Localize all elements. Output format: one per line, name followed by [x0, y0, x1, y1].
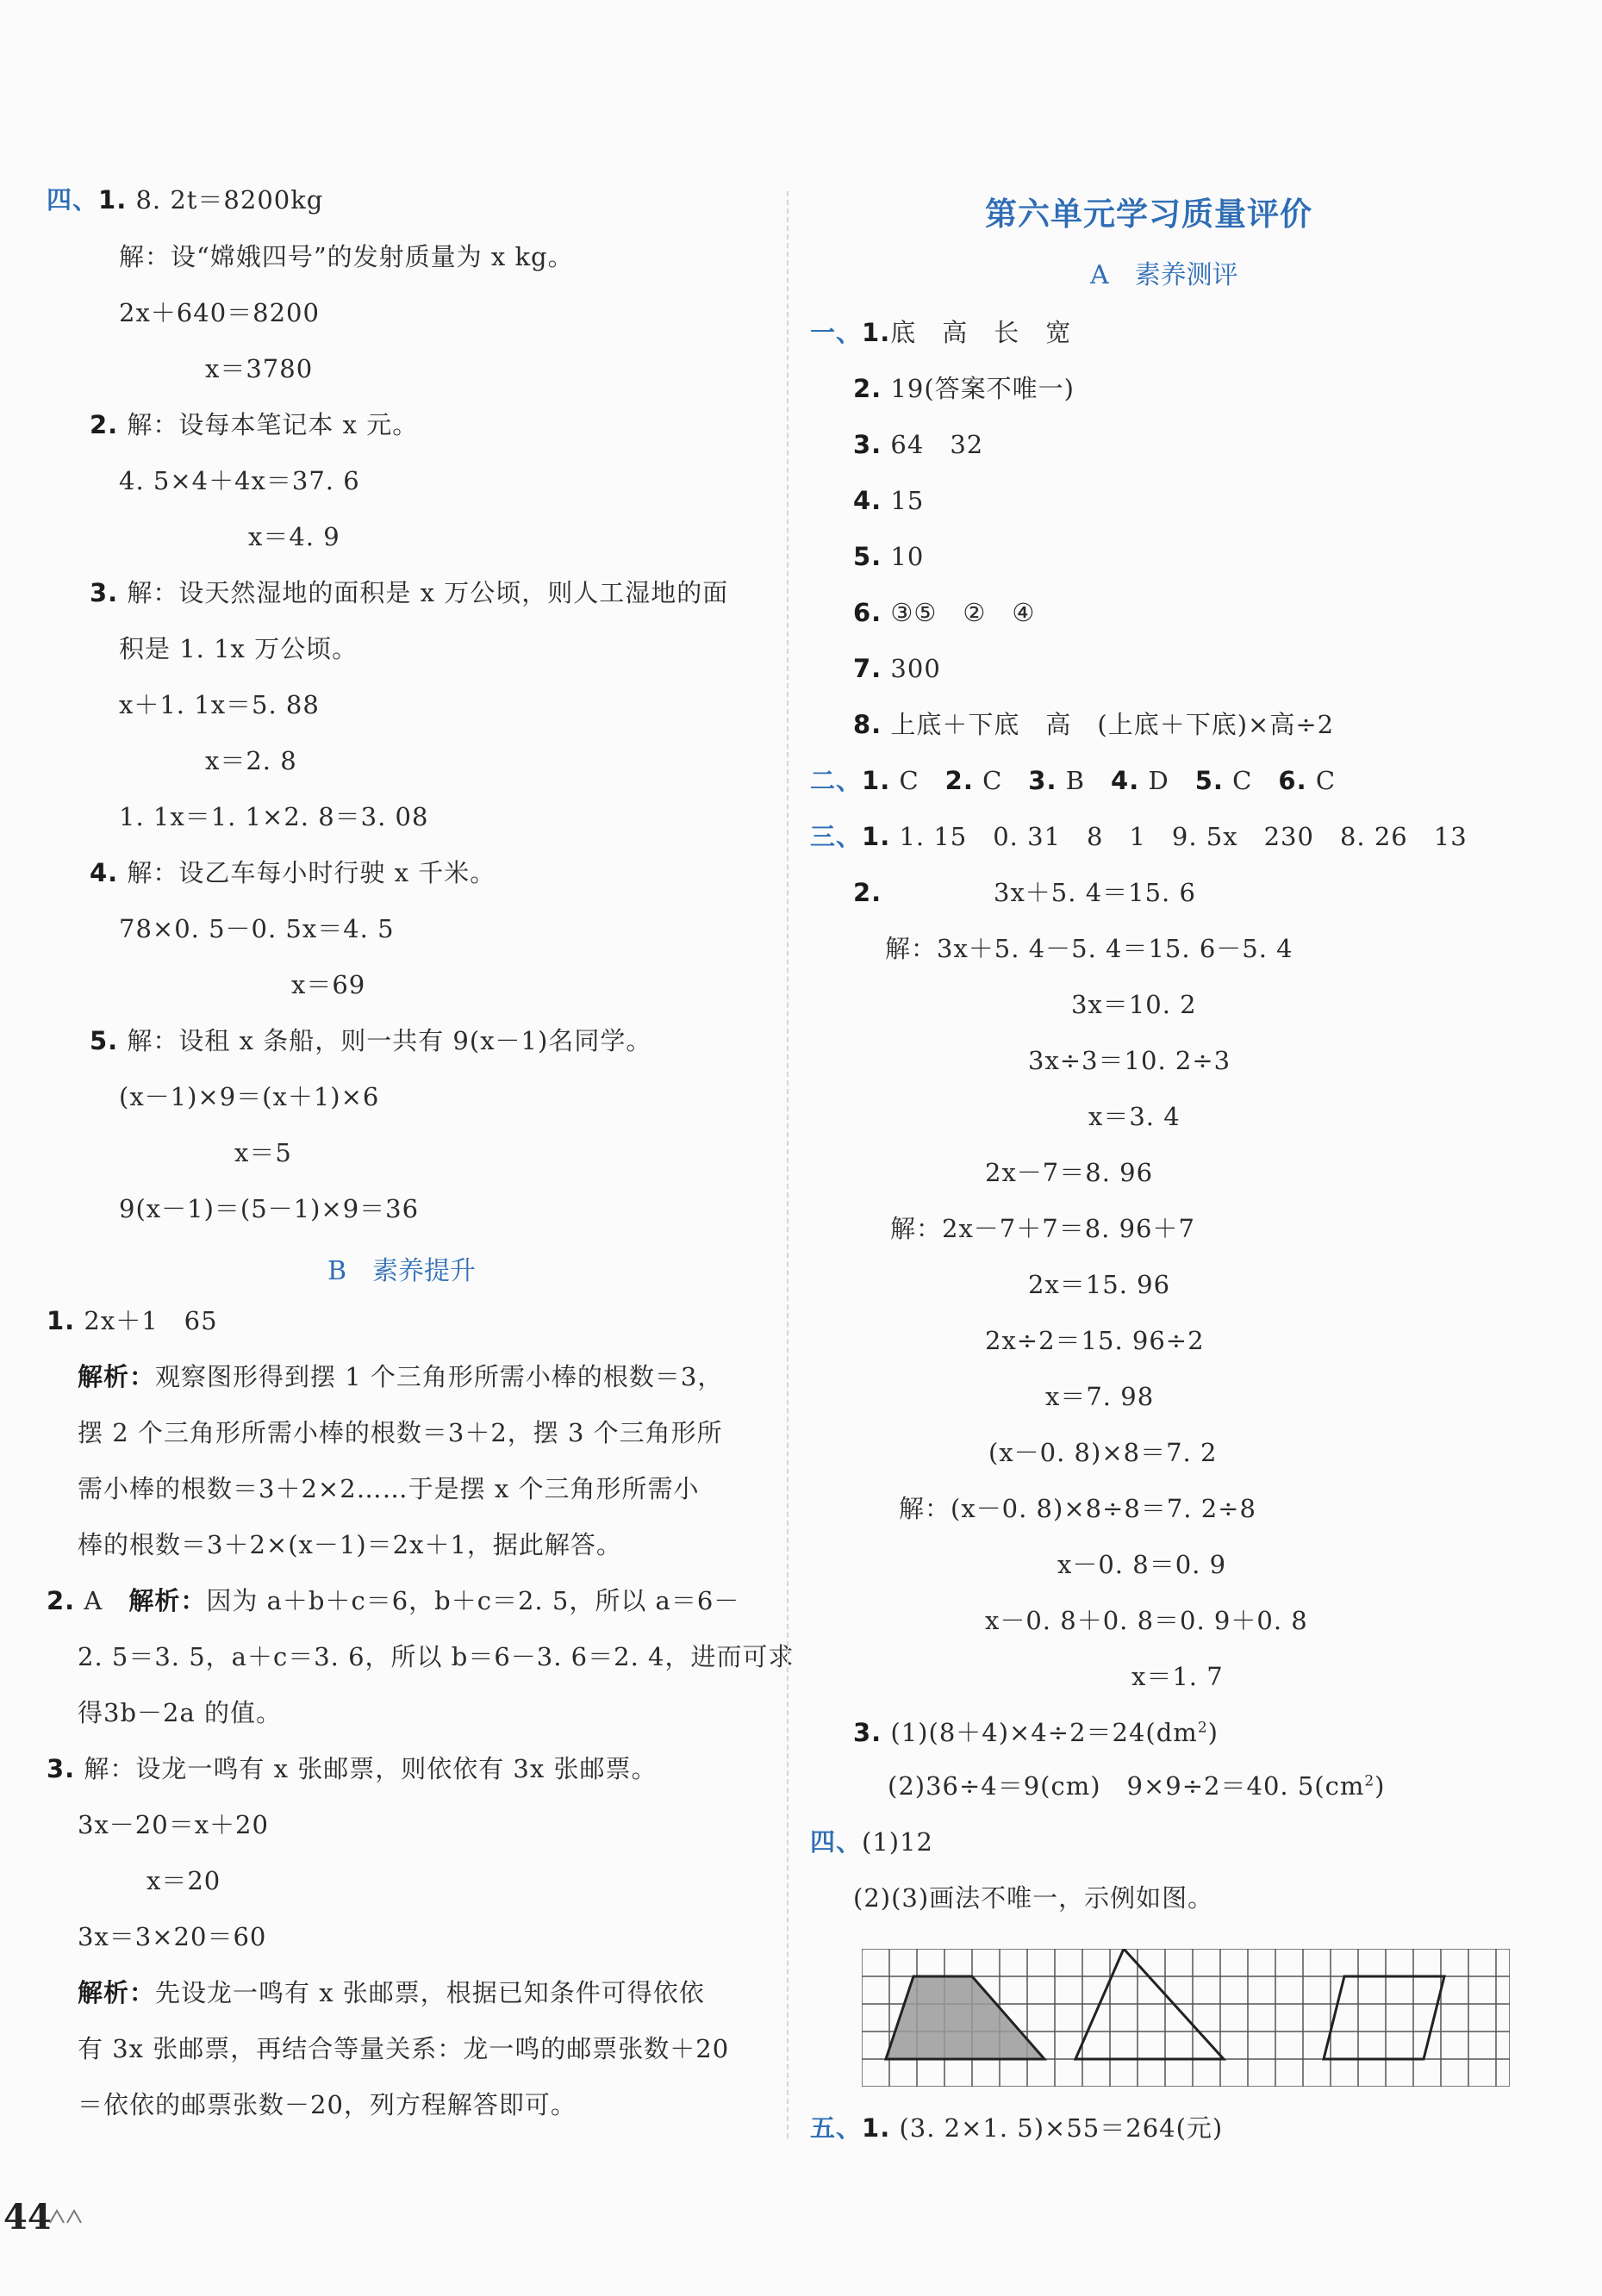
- left-b-item1: [47, 1304, 218, 1338]
- answer-text: 解：设租 x 条船，则一共有 9(x－1)名同学。: [127, 1026, 652, 1055]
- choice-answer: C: [1232, 766, 1253, 795]
- people-icon: [48, 2206, 86, 2230]
- equation-line: 2x－7＝8. 96: [985, 1158, 1154, 1187]
- answer-text: 19(答案不唯一): [890, 374, 1075, 403]
- analysis-text: 观察图形得到摆 1 个三角形所需小棒的根数＝3，: [155, 1362, 724, 1391]
- analysis-line: [78, 1360, 723, 1394]
- item-number: 3.: [90, 578, 119, 607]
- left-q4-item1: [47, 183, 323, 217]
- answer-line: 积是 1. 1x 万公顷。: [119, 634, 358, 663]
- page-number: 44: [3, 2197, 52, 2237]
- analysis-label: 解析：: [128, 1586, 207, 1615]
- left-q4-item2: [90, 408, 418, 442]
- right-q3-item3-line1: [853, 1715, 1219, 1750]
- analysis-line: 需小棒的根数＝3＋2×2……于是摆 x 个三角形所需小: [78, 1474, 700, 1503]
- superscript: 2: [1364, 1772, 1375, 1790]
- item-number: 5.: [1194, 766, 1224, 795]
- item-number: 4.: [1111, 766, 1140, 795]
- equation-line: 解：(x－0. 8)×8÷8＝7. 2÷8: [899, 1494, 1256, 1523]
- answer-text: 10: [890, 542, 925, 571]
- right-q1-item3: [853, 427, 983, 462]
- analysis-line: 有 3x 张邮票，再结合等量关系：龙一鸣的邮票张数＋20: [78, 2034, 730, 2063]
- left-q4-item5: [90, 1024, 651, 1058]
- equation-line: x＝69: [291, 970, 366, 999]
- section-label: 四、: [810, 1827, 863, 1857]
- right-q1-item6: [853, 595, 1035, 630]
- equation-line: x＝3. 4: [1088, 1102, 1181, 1131]
- equation-line: x＝1. 7: [1131, 1662, 1224, 1691]
- equation-line: (x－0. 8)×8＝7. 2: [988, 1438, 1218, 1467]
- item-number: 6.: [1278, 766, 1307, 795]
- answer-text: 底 高 长 宽: [890, 318, 1072, 347]
- choice-answer: C: [1315, 766, 1337, 795]
- item-number: 1.: [47, 1306, 76, 1335]
- choice-answer: C: [982, 766, 1003, 795]
- parallelogram-shape: [1324, 1976, 1444, 2059]
- item-number: 1.: [98, 185, 128, 215]
- equation-line: 3x＝10. 2: [1071, 990, 1197, 1019]
- section-label: 二、: [810, 766, 863, 795]
- equation-line: x＝20: [146, 1866, 221, 1895]
- grid-drawing: [862, 1949, 1510, 2087]
- item-number: 1.: [862, 2113, 891, 2143]
- left-q4-item3: [90, 576, 728, 610]
- item-number: 6.: [853, 598, 882, 627]
- equation-line: 解：3x＋5. 4－5. 4＝15. 6－5. 4: [885, 934, 1293, 963]
- choice-answer: B: [1065, 766, 1086, 795]
- answer-text: 300: [890, 654, 941, 683]
- item-number: 5.: [853, 542, 882, 571]
- answer-text: 解：设乙车每小时行驶 x 千米。: [127, 858, 496, 887]
- equation-line: 解：2x－7＋7＝8. 96＋7: [890, 1214, 1195, 1243]
- item-number: 1.: [862, 766, 891, 795]
- left-b-item3: [47, 1752, 657, 1786]
- section-label: 三、: [810, 822, 863, 851]
- equation-line: x＝3780: [205, 354, 314, 383]
- equation-line: 3x－20＝x＋20: [78, 1810, 269, 1839]
- analysis-line: [78, 1976, 705, 2010]
- answer-text: (1)(8＋4)×4÷2＝24(dm: [890, 1718, 1198, 1747]
- section-label: 一、: [810, 318, 863, 347]
- right-q5-item1: [810, 2111, 1223, 2145]
- item-number: 3.: [47, 1754, 76, 1783]
- answer-text: 解：设龙一鸣有 x 张邮票，则依依有 3x 张邮票。: [84, 1754, 658, 1783]
- item-number: 2.: [853, 374, 882, 403]
- equation-line: 9(x－1)＝(5－1)×9＝36: [119, 1194, 420, 1223]
- analysis-line: ＝依依的邮票张数－20，列方程解答即可。: [78, 2090, 577, 2119]
- equation-line: x＋1. 1x＝5. 88: [119, 690, 320, 719]
- equation-line: 3x÷3＝10. 2÷3: [1028, 1046, 1231, 1075]
- item-number: 2.: [944, 766, 974, 795]
- item-number: 1.: [862, 822, 891, 851]
- item-number: 4.: [853, 486, 882, 515]
- analysis-label: 解析：: [78, 1978, 156, 2007]
- equation-line: 3x＋5. 4＝15. 6: [994, 878, 1196, 907]
- item-number: 1.: [862, 318, 891, 347]
- equation-line: 4. 5×4＋4x＝37. 6: [119, 466, 360, 495]
- equation-line: 2x＋640＝8200: [119, 298, 320, 327]
- right-q2-row: [810, 763, 1336, 798]
- right-q3-item3-line2: [888, 1769, 1386, 1803]
- answer-text: 解：设每本笔记本 x 元。: [127, 410, 419, 439]
- section-label: 五、: [810, 2113, 863, 2143]
- section-heading-b: B 素养提升: [327, 1256, 477, 1286]
- item-number: 7.: [853, 654, 882, 683]
- equation-line: 1. 1x＝1. 1×2. 8＝3. 08: [119, 802, 429, 831]
- column-divider: [787, 191, 789, 2138]
- equation-line: x＝5: [234, 1138, 292, 1167]
- item-number: 3.: [853, 430, 882, 459]
- equation-line: x－0. 8＋0. 8＝0. 9＋0. 8: [985, 1606, 1308, 1635]
- answer-text: 上底＋下底 高 (上底＋下底)×高÷2: [890, 710, 1335, 739]
- item-number: 3.: [853, 1718, 882, 1747]
- analysis-line: 摆 2 个三角形所需小棒的根数＝3＋2，摆 3 个三角形所: [78, 1418, 723, 1447]
- equation-line: x＝2. 8: [205, 746, 297, 775]
- section-heading-a: A 素养测评: [1090, 260, 1238, 290]
- item-number: 5.: [90, 1026, 119, 1055]
- answer-text: 1. 15 0. 31 8 1 9. 5x 230 8. 26 13: [899, 822, 1468, 851]
- right-q4-line1: [810, 1825, 933, 1859]
- right-q1-item5: [853, 539, 924, 574]
- left-b-item2: [47, 1584, 739, 1618]
- right-q1-item1: [810, 315, 1071, 350]
- right-q1-item7: [853, 651, 941, 686]
- analysis-line: 2. 5＝3. 5，a＋c＝3. 6，所以 b＝6－3. 6＝2. 4，进而可求: [78, 1642, 795, 1671]
- analysis-text: 先设龙一鸣有 x 张邮票，根据已知条件可得依依: [155, 1978, 705, 2007]
- item-number: 3.: [1028, 766, 1057, 795]
- right-q1-item8: [853, 707, 1334, 742]
- answer-text-end: ): [1374, 1771, 1386, 1801]
- answer-text: 2x＋1 65: [84, 1306, 218, 1335]
- equation-line: 2x＝15. 96: [1028, 1270, 1171, 1299]
- answer-text-end: ): [1207, 1718, 1219, 1747]
- right-q3-item1: [810, 819, 1468, 854]
- equation-line: x＝7. 98: [1045, 1382, 1155, 1411]
- answer-text: ③⑤ ② ④: [890, 598, 1036, 627]
- answer-line: 解：设“嫦娥四号”的发射质量为 x kg。: [119, 242, 574, 271]
- analysis-line: 得3b－2a 的值。: [78, 1698, 282, 1727]
- item-number: 2.: [90, 410, 119, 439]
- answer-text: (3. 2×1. 5)×55＝264(元): [899, 2113, 1224, 2143]
- equation-line: (x－1)×9＝(x＋1)×6: [119, 1082, 380, 1111]
- equation-line: x＝4. 9: [248, 522, 340, 551]
- equation-line: 78×0. 5－0. 5x＝4. 5: [119, 914, 395, 943]
- analysis-line: 棒的根数＝3＋2×(x－1)＝2x＋1，据此解答。: [78, 1530, 622, 1559]
- left-q4-item4: [90, 856, 496, 890]
- unit-title: 第六单元学习质量评价: [985, 196, 1312, 233]
- item-number: [853, 875, 882, 910]
- choice-answer: C: [899, 766, 919, 795]
- right-q4-line2: (2)(3)画法不唯一，示例如图。: [853, 1883, 1214, 1913]
- answer-text: A: [84, 1586, 103, 1615]
- answer-text: (1)12: [862, 1827, 933, 1857]
- item-number-label: 2.: [853, 878, 882, 907]
- equation-line: 2x÷2＝15. 96÷2: [985, 1326, 1205, 1355]
- choice-answer: D: [1148, 766, 1169, 795]
- analysis-text: 因为 a＋b＋c＝6，b＋c＝2. 5，所以 a＝6－: [206, 1586, 740, 1615]
- item-number: 4.: [90, 858, 119, 887]
- analysis-label: 解析：: [78, 1362, 156, 1391]
- answer-text: 15: [890, 486, 925, 515]
- item-number: 2.: [47, 1586, 76, 1615]
- equation-line: 3x＝3×20＝60: [78, 1922, 267, 1951]
- section-label: 四、: [47, 185, 99, 215]
- item-number: 8.: [853, 710, 882, 739]
- right-q1-item4: [853, 483, 924, 518]
- right-q1-item2: [853, 371, 1075, 406]
- superscript: 2: [1197, 1719, 1208, 1737]
- answer-text: 8. 2t＝8200kg: [135, 185, 324, 215]
- answer-text: 解：设天然湿地的面积是 x 万公顷，则人工湿地的面: [127, 578, 729, 607]
- trapezoid-shape: [886, 1976, 1044, 2059]
- equation-line: x－0. 8＝0. 9: [1057, 1550, 1227, 1579]
- answer-text: 64 32: [890, 430, 984, 459]
- answer-text: (2)36÷4＝9(cm) 9×9÷2＝40. 5(cm: [888, 1771, 1365, 1801]
